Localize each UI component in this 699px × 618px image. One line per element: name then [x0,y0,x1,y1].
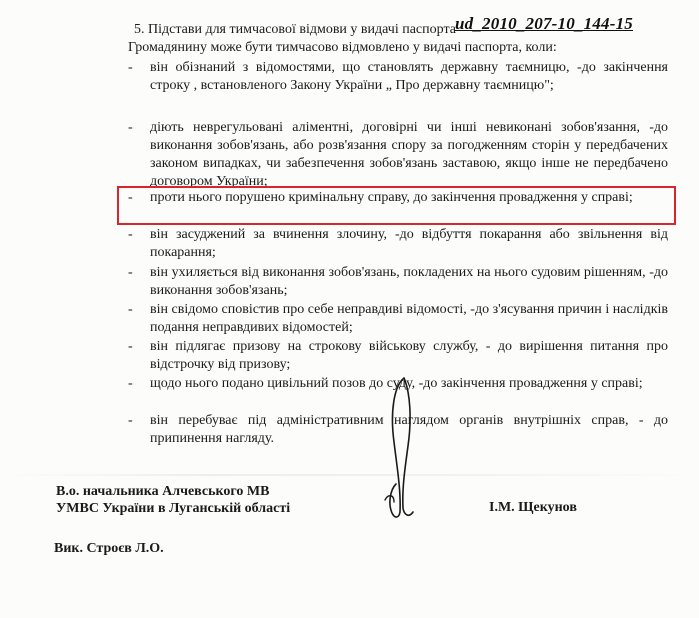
executor-name: Вик. Строєв Л.О. [54,541,164,556]
list-bullet: - [128,413,133,428]
list-item [128,264,668,300]
list-bullet: - [128,376,133,391]
list-item-text: він підлягає призову на строкову військову службу, - до вирішення питання про відстрочку від призову; [150,339,668,372]
list-bullet: - [128,120,133,135]
scan-artifact [0,474,699,476]
signer-position-line2: УМВС України в Луганській області [56,501,291,516]
list-bullet: - [128,227,133,242]
signer-name: І.М. Щекунов [489,500,577,515]
signer-position-line1: В.о. начальника Алчевського МВ [56,484,270,499]
document-id-stamp: ud_2010_207-10_144-15 [455,14,633,33]
list-item-text: він перебуває під адміністративним наглядом органів внутрішніх справ, - до припинення нагляду. [150,413,668,446]
list-item [128,59,668,95]
list-item-text: проти нього порушено кримінальну справу, до закінчення провадження у справі; [150,190,633,205]
list-item-text: він свідомо сповістив про себе неправдиві відомості, -до з'ясування причин і наслідків подання неправдивих відомостей; [150,302,668,335]
list-item [128,301,668,337]
list-item-text: він ухиляється від виконання зобов'язань, покладених на нього судовим рішенням, -до виконання зобов'язань; [150,265,668,298]
list-bullet: - [128,60,133,75]
list-item-text: він засуджений за вчинення злочину, -до відбуття покарання або звільнення від покарання; [150,227,668,260]
list-bullet: - [128,302,133,317]
list-item-text: щодо нього подано цивільний позов до суду, -до закінчення провадження у справі; [150,376,643,391]
list-item-text: діють неврегульовані аліментні, договірні чи інші невиконані зобов'язання, -до виконання зобов'язань, або розв'язання спору за погодженням сторін у передбачених законом випадках, чи забезпечення зобов'язань заставою, якщо інше не передбачено договором України; [150,120,668,189]
list-bullet: - [128,339,133,354]
section-heading: 5. Підстави для тимчасової відмови у видачі паспорта [134,22,456,37]
list-item [128,119,668,191]
list-item [128,226,668,262]
list-item-text: він обізнаний з відомостями, що становлять державну таємницю, -до закінчення строку , встановленого Закону України „ Про державну таємницю"; [150,60,668,93]
intro-paragraph: Громадянину може бути тимчасово відмовлено у видачі паспорта, коли: [128,40,557,55]
list-item [128,338,668,374]
highlight-box [117,186,676,225]
list-bullet: - [128,265,133,280]
handwritten-signature-icon [370,372,430,522]
list-bullet: - [128,190,133,205]
